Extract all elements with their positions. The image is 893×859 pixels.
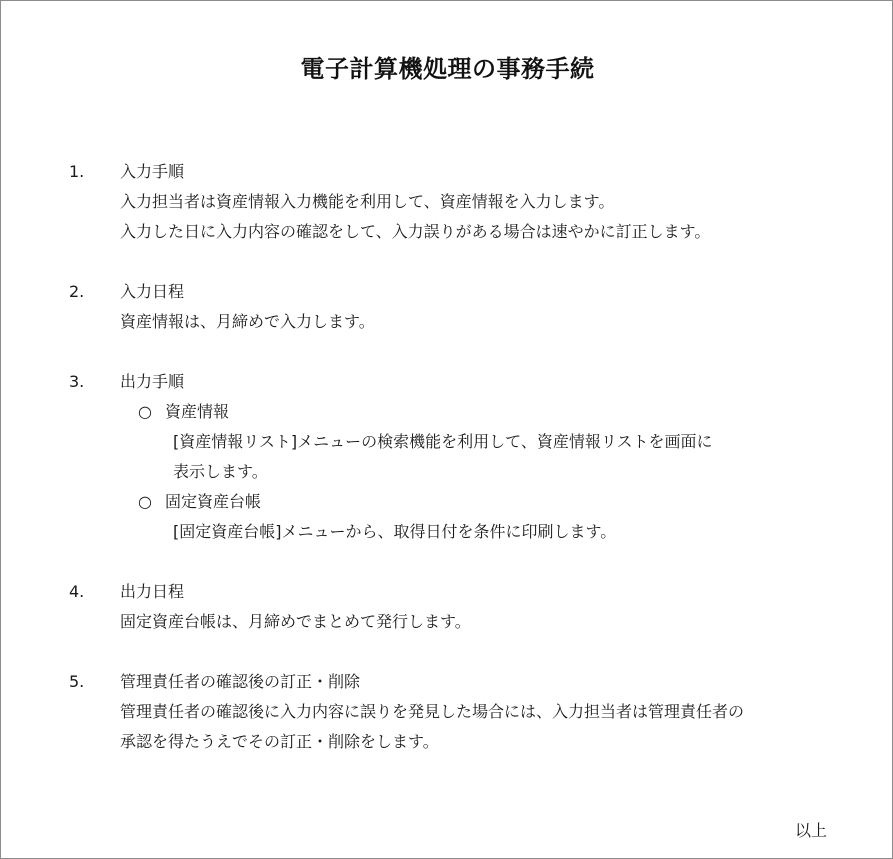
document-title: 電子計算機処理の事務手続	[300, 55, 595, 83]
section-heading: 管理責任者の確認後の訂正・削除	[120, 672, 361, 691]
section-heading: 出力日程	[120, 582, 185, 601]
section-number: 4.	[69, 582, 85, 601]
section-number: 2.	[69, 282, 85, 301]
circle-bullet-icon: ○	[138, 402, 152, 421]
sub-item-body-line: [資産情報リスト]メニューの検索機能を利用して、資産情報リストを画面に	[173, 432, 713, 451]
sub-item-label: 資産情報	[165, 402, 230, 421]
section-body-line: 管理責任者の確認後に入力内容に誤りを発見した場合には、入力担当者は管理責任者の	[120, 702, 745, 721]
section-heading: 出力手順	[120, 372, 185, 391]
sub-item-body-line: [固定資産台帳]メニューから、取得日付を条件に印刷します。	[173, 522, 617, 541]
sub-item-label: 固定資産台帳	[165, 492, 262, 511]
section-body-line: 入力した日に入力内容の確認をして、入力誤りがある場合は速やかに訂正します。	[120, 222, 711, 241]
section-body-line: 資産情報は、月締めで入力します。	[120, 312, 375, 331]
section-body-line: 固定資産台帳は、月締めでまとめて発行します。	[120, 612, 471, 631]
section-body-line: 入力担当者は資産情報入力機能を利用して、資産情報を入力します。	[120, 192, 615, 211]
section-heading: 入力手順	[120, 162, 185, 181]
closing-remark: 以上	[795, 821, 828, 840]
section-heading: 入力日程	[120, 282, 185, 301]
sub-item-body-line: 表示します。	[173, 462, 268, 481]
section-number: 5.	[69, 672, 85, 691]
section-body-line: 承認を得たうえでその訂正・削除をします。	[120, 732, 439, 751]
section-number: 1.	[69, 162, 85, 181]
circle-bullet-icon: ○	[138, 492, 152, 511]
section-number: 3.	[69, 372, 85, 391]
